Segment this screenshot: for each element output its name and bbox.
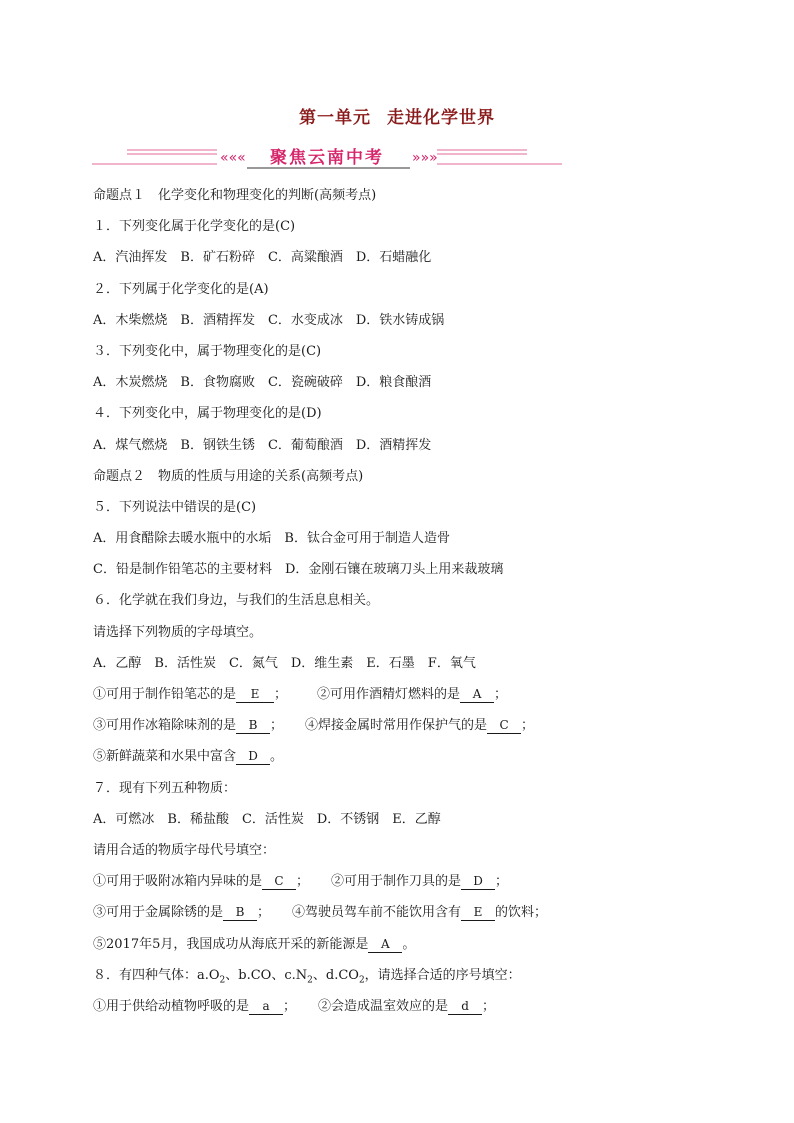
question-6-row-3: ⑤新鲜蔬菜和水果中富含 D 。 (93, 749, 284, 765)
answer-blank: A (368, 937, 402, 953)
question-6-instruction: 请选择下列物质的字母填空。 (93, 624, 263, 640)
question-3: ３．下列变化中，属于物理变化的是(C) (93, 343, 322, 359)
answer-blank: E (461, 905, 495, 921)
answer-blank: E (236, 687, 274, 703)
question-6-row-1: ①可用于制作铅笔芯的是 E ； ②可用作酒精灯燃料的是 A ； (93, 687, 508, 702)
title-left: 第一单元 (299, 108, 371, 128)
banner-left-arrows: ««« (220, 150, 246, 166)
page-title (0, 103, 794, 128)
question-7-options: A．可燃冰 B．稀盐酸 C．活性炭 D．不锈钢 E．乙醇 (93, 811, 441, 827)
answer-blank: D (461, 874, 495, 890)
banner-text: 聚焦云南中考 (270, 148, 384, 168)
question-5: ５．下列说法中错误的是(C) (93, 499, 257, 515)
question-4-options: A．煤气燃烧 B．钢铁生锈 C．葡萄酿酒 D．酒精挥发 (93, 437, 432, 453)
question-6-options: A．乙醇 B．活性炭 C．氮气 D．维生素 E．石墨 F．氧气 (93, 655, 476, 671)
answer-blank: C (262, 874, 296, 890)
question-7-row-2: ③可用于金属除锈的是 B ； ④驾驶员驾车前不能饮用含有 E 的饮料； (93, 905, 548, 921)
topic-heading-1: 命题点１ 化学变化和物理变化的判断(高频考点) (93, 188, 377, 203)
question-6-row-2: ③可用作冰箱除味剂的是 B ； ④焊接金属时常用作保护气的是 C ； (93, 718, 535, 734)
banner-right-arrows: »»» (412, 150, 438, 166)
question-1: １．下列变化属于化学变化的是(C) (93, 219, 296, 235)
topic-heading-2: 命题点２ 物质的性质与用途的关系(高频考点) (93, 468, 364, 484)
answer-blank: A (460, 687, 494, 703)
question-6: ６．化学就在我们身边，与我们的生活息息相关。 (93, 593, 380, 609)
answer-blank: B (236, 718, 270, 734)
answer-blank: C (487, 718, 521, 734)
question-7-instruction: 请用合适的物质字母代号填空： (93, 842, 276, 858)
answer-blank: d (448, 999, 482, 1015)
question-4: ４．下列变化中，属于物理变化的是(D) (93, 406, 322, 422)
question-2-options: A．木柴燃烧 B．酒精挥发 C．水变成冰 D．铁水铸成锅 (93, 312, 445, 328)
question-2: ２．下列属于化学变化的是(A) (93, 281, 269, 297)
question-8-row-1: ①用于供给动植物呼吸的是 a ； ②会造成温室效应的是 d ； (93, 998, 496, 1014)
section-banner (92, 140, 562, 174)
question-5-options-ab: A．用食醋除去暖水瓶中的水垢 B．钛合金可用于制造人造骨 (93, 531, 450, 547)
question-7-row-3: ⑤2017年5月，我国成功从海底开采的新能源是 A 。 (93, 936, 416, 952)
answer-blank: a (249, 999, 283, 1015)
question-7-row-1: ①可用于吸附冰箱内异味的是 C ； ②可用于制作刀具的是 D ； (93, 874, 509, 890)
title-right: 走进化学世界 (387, 108, 495, 128)
question-8: ８．有四种气体：$a.O_2$、b.CO、$c.N_2$、$d.CO_2$，请选择合适的序号填空： (93, 967, 521, 986)
document-body (93, 180, 713, 1022)
question-5-options-cd: C．铅是制作铅笔芯的主要材料 D．金刚石镶在玻璃刀头上用来裁玻璃 (93, 562, 504, 578)
answer-blank: D (236, 749, 270, 765)
question-3-options: A．木炭燃烧 B．食物腐败 C．瓷碗破碎 D．粮食酿酒 (93, 375, 432, 391)
answer-blank: B (223, 905, 257, 921)
question-1-options: A．汽油挥发 B．矿石粉碎 C．高粱酿酒 D．石蜡融化 (93, 250, 432, 266)
question-7: ７．现有下列五种物质： (93, 780, 237, 796)
